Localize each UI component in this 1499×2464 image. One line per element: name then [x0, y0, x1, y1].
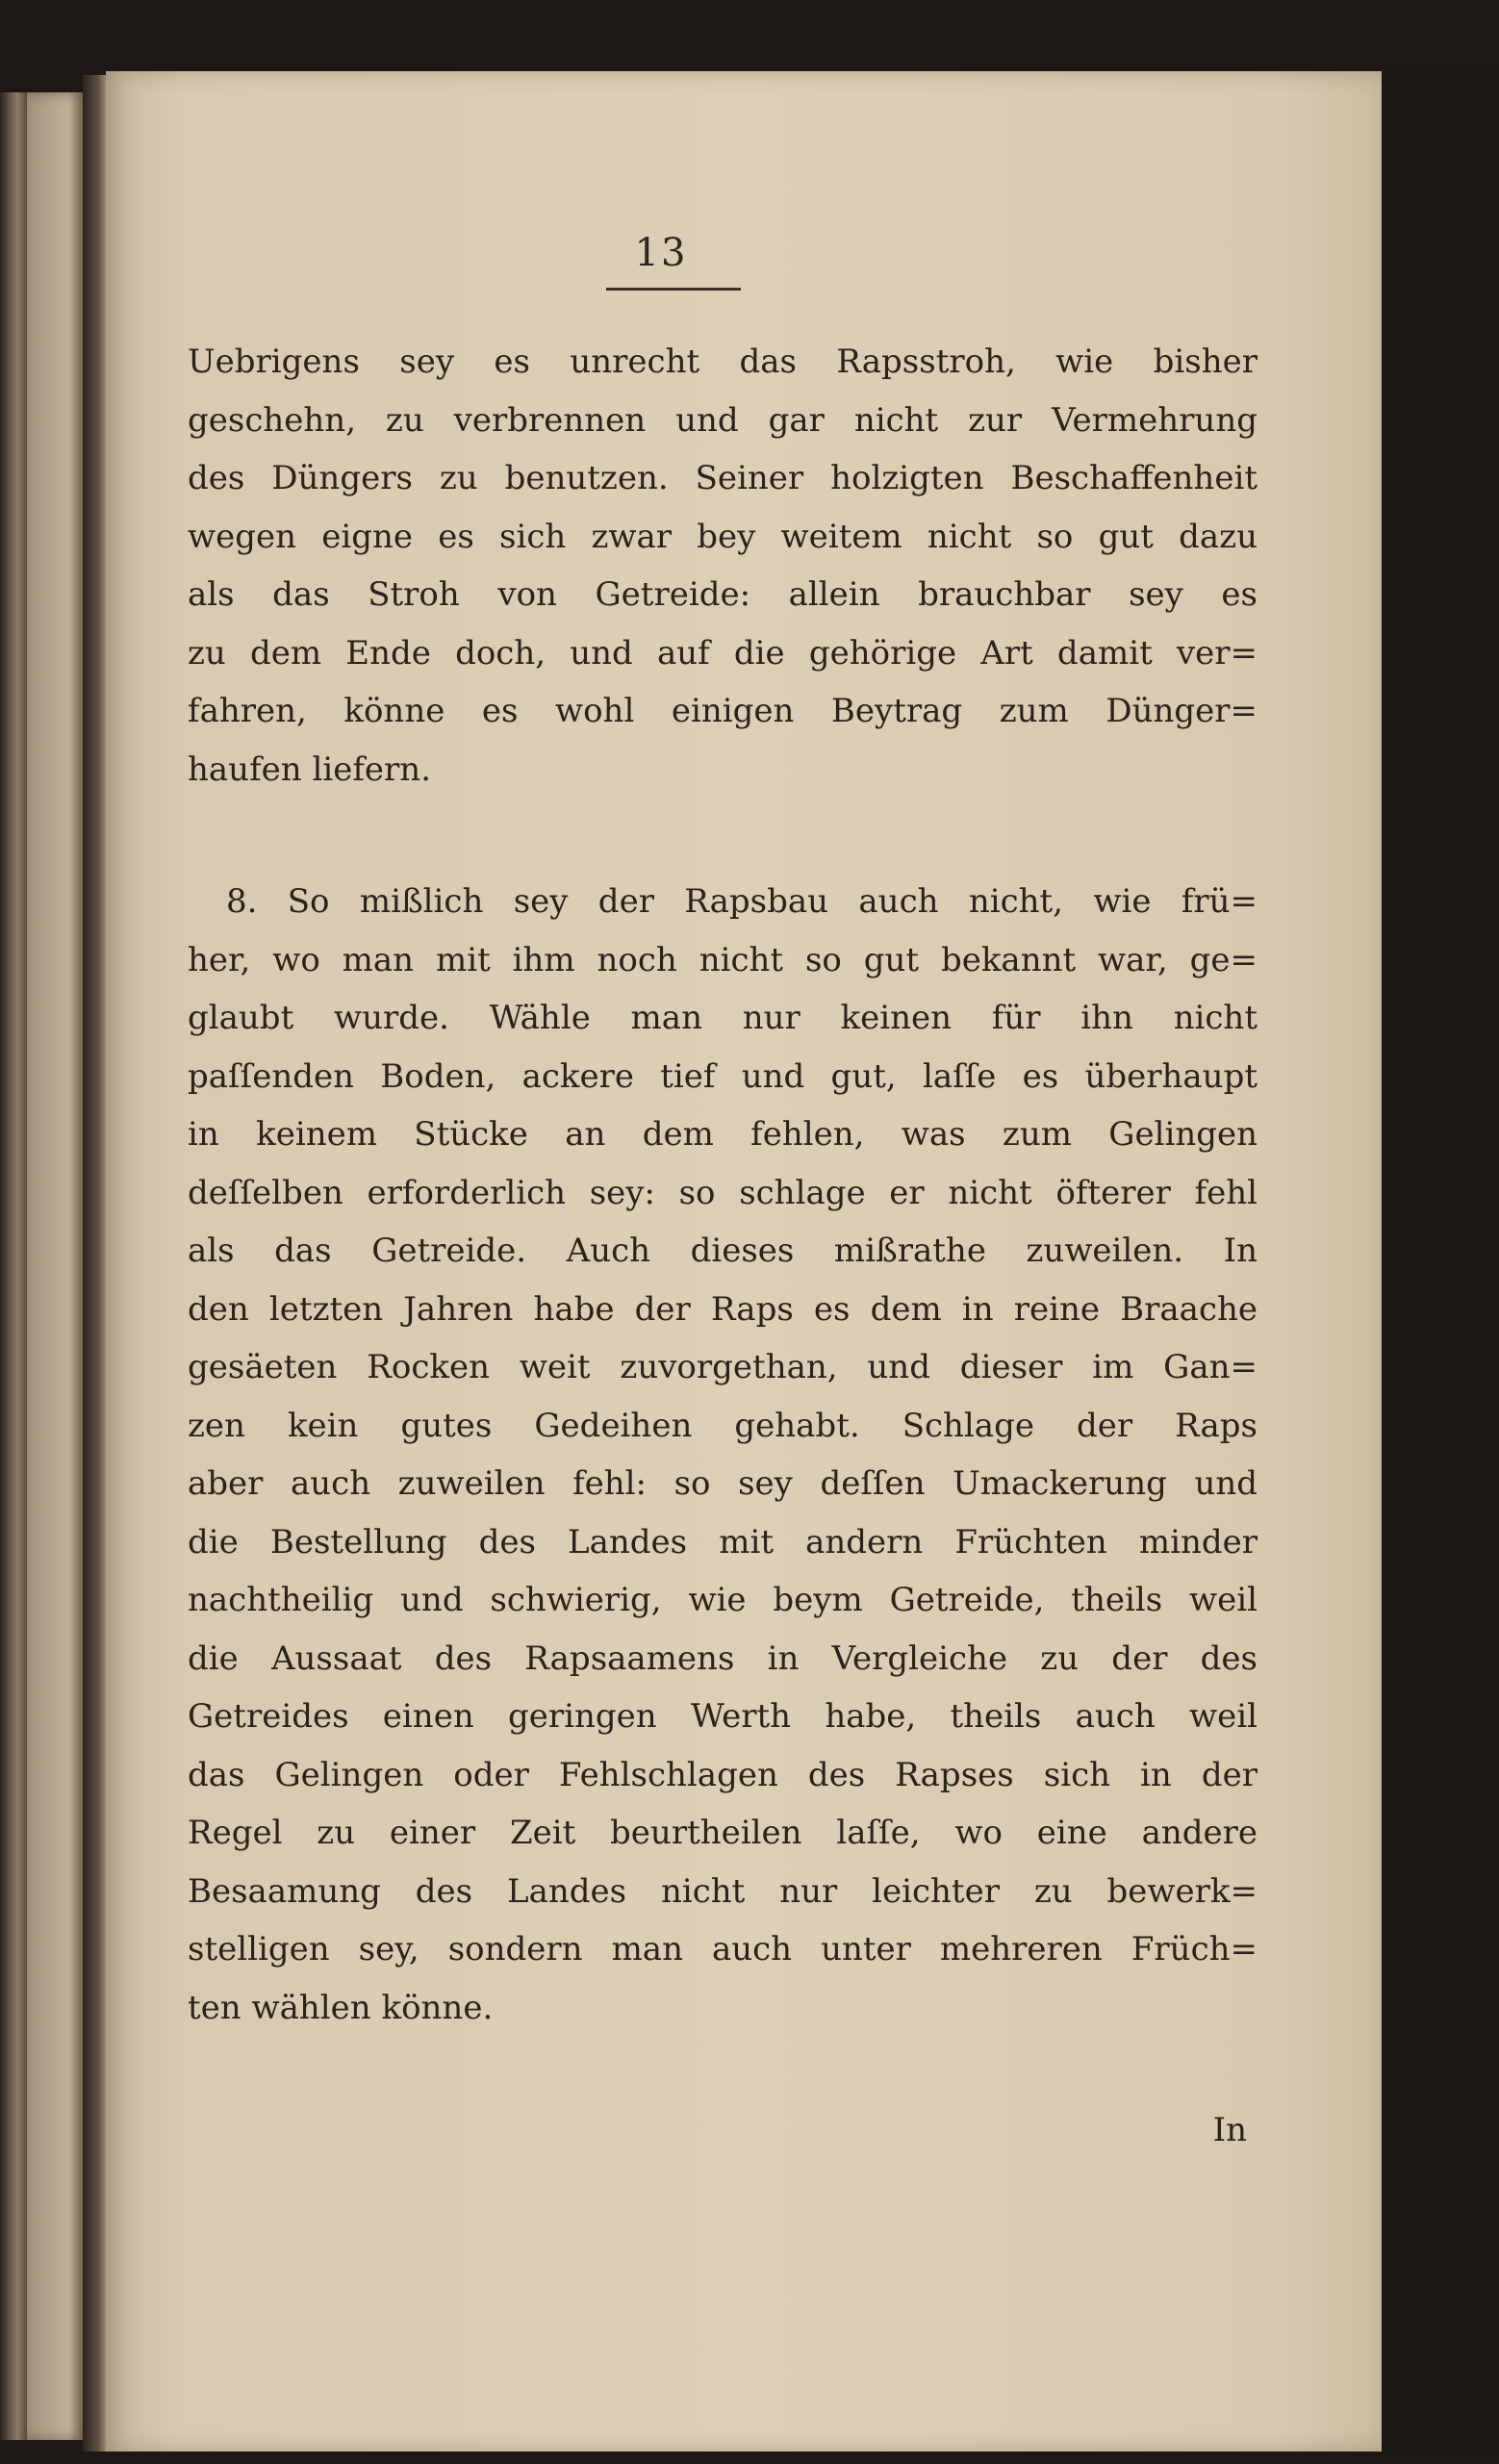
text-line: die Aussaat des Rapsaamens in Vergleiche zu der des	[188, 1638, 1258, 1678]
text-line: her, wo man mit ihm noch nicht so gut bekannt war, ge=	[188, 940, 1258, 979]
paragraph-gap	[188, 799, 1258, 873]
text-line: stelligen sey, sondern man auch unter mehreren Früch=	[188, 1930, 1258, 1969]
paragraph-2	[188, 873, 1258, 2037]
text-line: deſſelben erforderlich sey: so schlage er nicht öfterer fehl	[188, 1173, 1258, 1212]
text-line: gesäeten Rocken weit zuvorgethan, und dieser im Gan=	[188, 1348, 1258, 1386]
text-line: das Gelingen oder Fehlschlagen des Rapses sich in der	[188, 1755, 1258, 1794]
book-left-edge	[0, 92, 29, 2440]
text-line: aber auch zuweilen fehl: so sey deſſen Umackerung und	[188, 1464, 1258, 1503]
catchword: In	[1212, 2111, 1247, 2149]
text-line-last: ten wählen könne.	[188, 1988, 494, 2027]
facing-page-edge	[27, 92, 87, 2440]
text-line: geschehn, zu verbrennen und gar nicht zur Vermehrung	[188, 400, 1258, 440]
text-line: glaubt wurde. Wähle man nur keinen für ihn nicht	[188, 999, 1258, 1037]
background-right	[1382, 71, 1499, 2451]
text-line-last: haufen liefern.	[188, 749, 432, 789]
text-line: 8. So mißlich sey der Rapsbau auch nicht, wie frü=	[226, 882, 1258, 921]
text-line: wegen eigne es sich zwar bey weitem nicht so gut dazu	[188, 517, 1258, 556]
text-line: zu dem Ende doch, und auf die gehörige Art damit ver=	[188, 633, 1258, 673]
text-line: Regel zu einer Zeit beurtheilen laſſe, wo eine andere	[188, 1814, 1258, 1852]
page-body	[188, 333, 1258, 2037]
page-number: 13	[634, 231, 688, 275]
text-line: fahren, könne es wohl einigen Beytrag zum Dünger=	[188, 692, 1258, 730]
text-line: paſſenden Boden, ackere tief und gut, laſſe es überhaupt	[188, 1056, 1258, 1096]
text-line: den letzten Jahren habe der Raps es dem in reine Braache	[188, 1289, 1258, 1329]
text-line: nachtheilig und schwierig, wie beym Getreide, theils weil	[188, 1581, 1258, 1619]
text-line: Getreides einen geringen Werth habe, theils auch weil	[188, 1697, 1258, 1736]
text-line: zen kein gutes Gedeihen gehabt. Schlage der Raps	[188, 1406, 1258, 1445]
book-page	[106, 71, 1382, 2451]
text-line: als das Getreide. Auch dieses mißrathe zuweilen. In	[188, 1232, 1258, 1270]
text-line: des Düngers zu benutzen. Seiner holzigten Beschaffenheit	[188, 459, 1258, 497]
text-line: in keinem Stücke an dem fehlen, was zum Gelingen	[188, 1115, 1258, 1154]
paragraph-1	[188, 333, 1258, 799]
text-line: Uebrigens sey es unrecht das Rapsstroh, wie bisher	[188, 343, 1258, 381]
text-line: Besaamung des Landes nicht nur leichter zu bewerk=	[188, 1871, 1258, 1911]
text-line: die Bestellung des Landes mit andern Früchten minder	[188, 1522, 1258, 1562]
header-rule	[606, 288, 741, 291]
text-line: als das Stroh von Getreide: allein brauchbar sey es	[188, 575, 1258, 614]
